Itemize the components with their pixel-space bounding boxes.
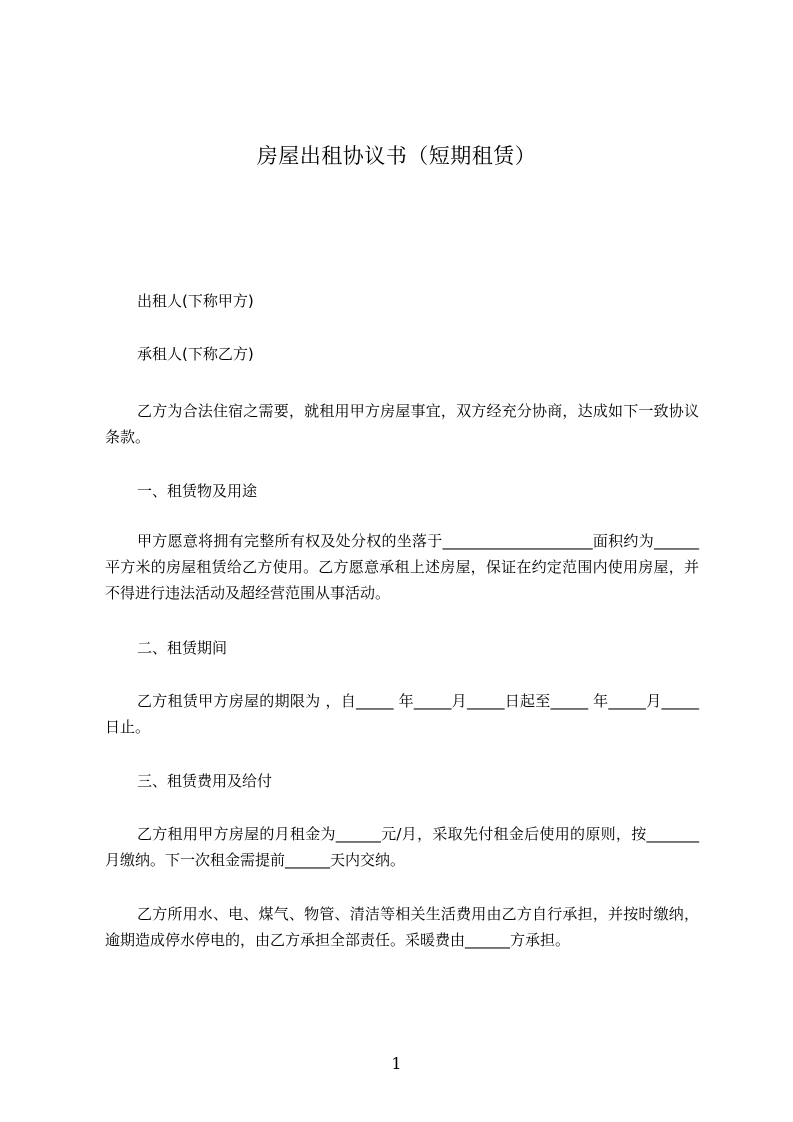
document-title: 房屋出租协议书（短期租赁） xyxy=(256,144,537,168)
section-heading-2: 二、租赁期间 xyxy=(137,639,228,657)
section-heading-3: 三、租赁费用及给付 xyxy=(137,772,273,790)
section-heading-1: 一、租赁物及用途 xyxy=(137,482,258,500)
section-3-paragraph-rent: 乙方租用甲方房屋的月租金为______元/月，采取先付租金后使用的原则，按_______月缴纳。下一次租金需提前______天内交纳。 xyxy=(105,825,699,869)
section-3-paragraph-utilities: 乙方所用水、电、煤气、物管、清洁等相关生活费用由乙方自行承担，并按时缴纳，逾期造成停水停电的，由乙方承担全部责任。采暖费由______方承担。 xyxy=(105,905,699,949)
intro-paragraph: 乙方为合法住宿之需要，就租用甲方房屋事宜，双方经充分协商，达成如下一致协议条款。 xyxy=(105,402,699,446)
page-number: 1 xyxy=(391,1054,402,1073)
section-2-paragraph: 乙方租赁甲方房屋的期限为 ，自_____ 年_____月_____日起至_____ 年_____月_____日止。 xyxy=(105,692,699,736)
lessee-line: 承租人(下称乙方) xyxy=(137,345,254,363)
section-1-paragraph: 甲方愿意将拥有完整所有权及处分权的坐落于____________________面积约为______平方米的房屋租赁给乙方使用。乙方愿意承租上述房屋，保证在约定范围内使用房屋，并不得进行违法活动及超经营范围从事活动。 xyxy=(105,532,699,602)
lessor-line: 出租人(下称甲方) xyxy=(137,292,254,310)
